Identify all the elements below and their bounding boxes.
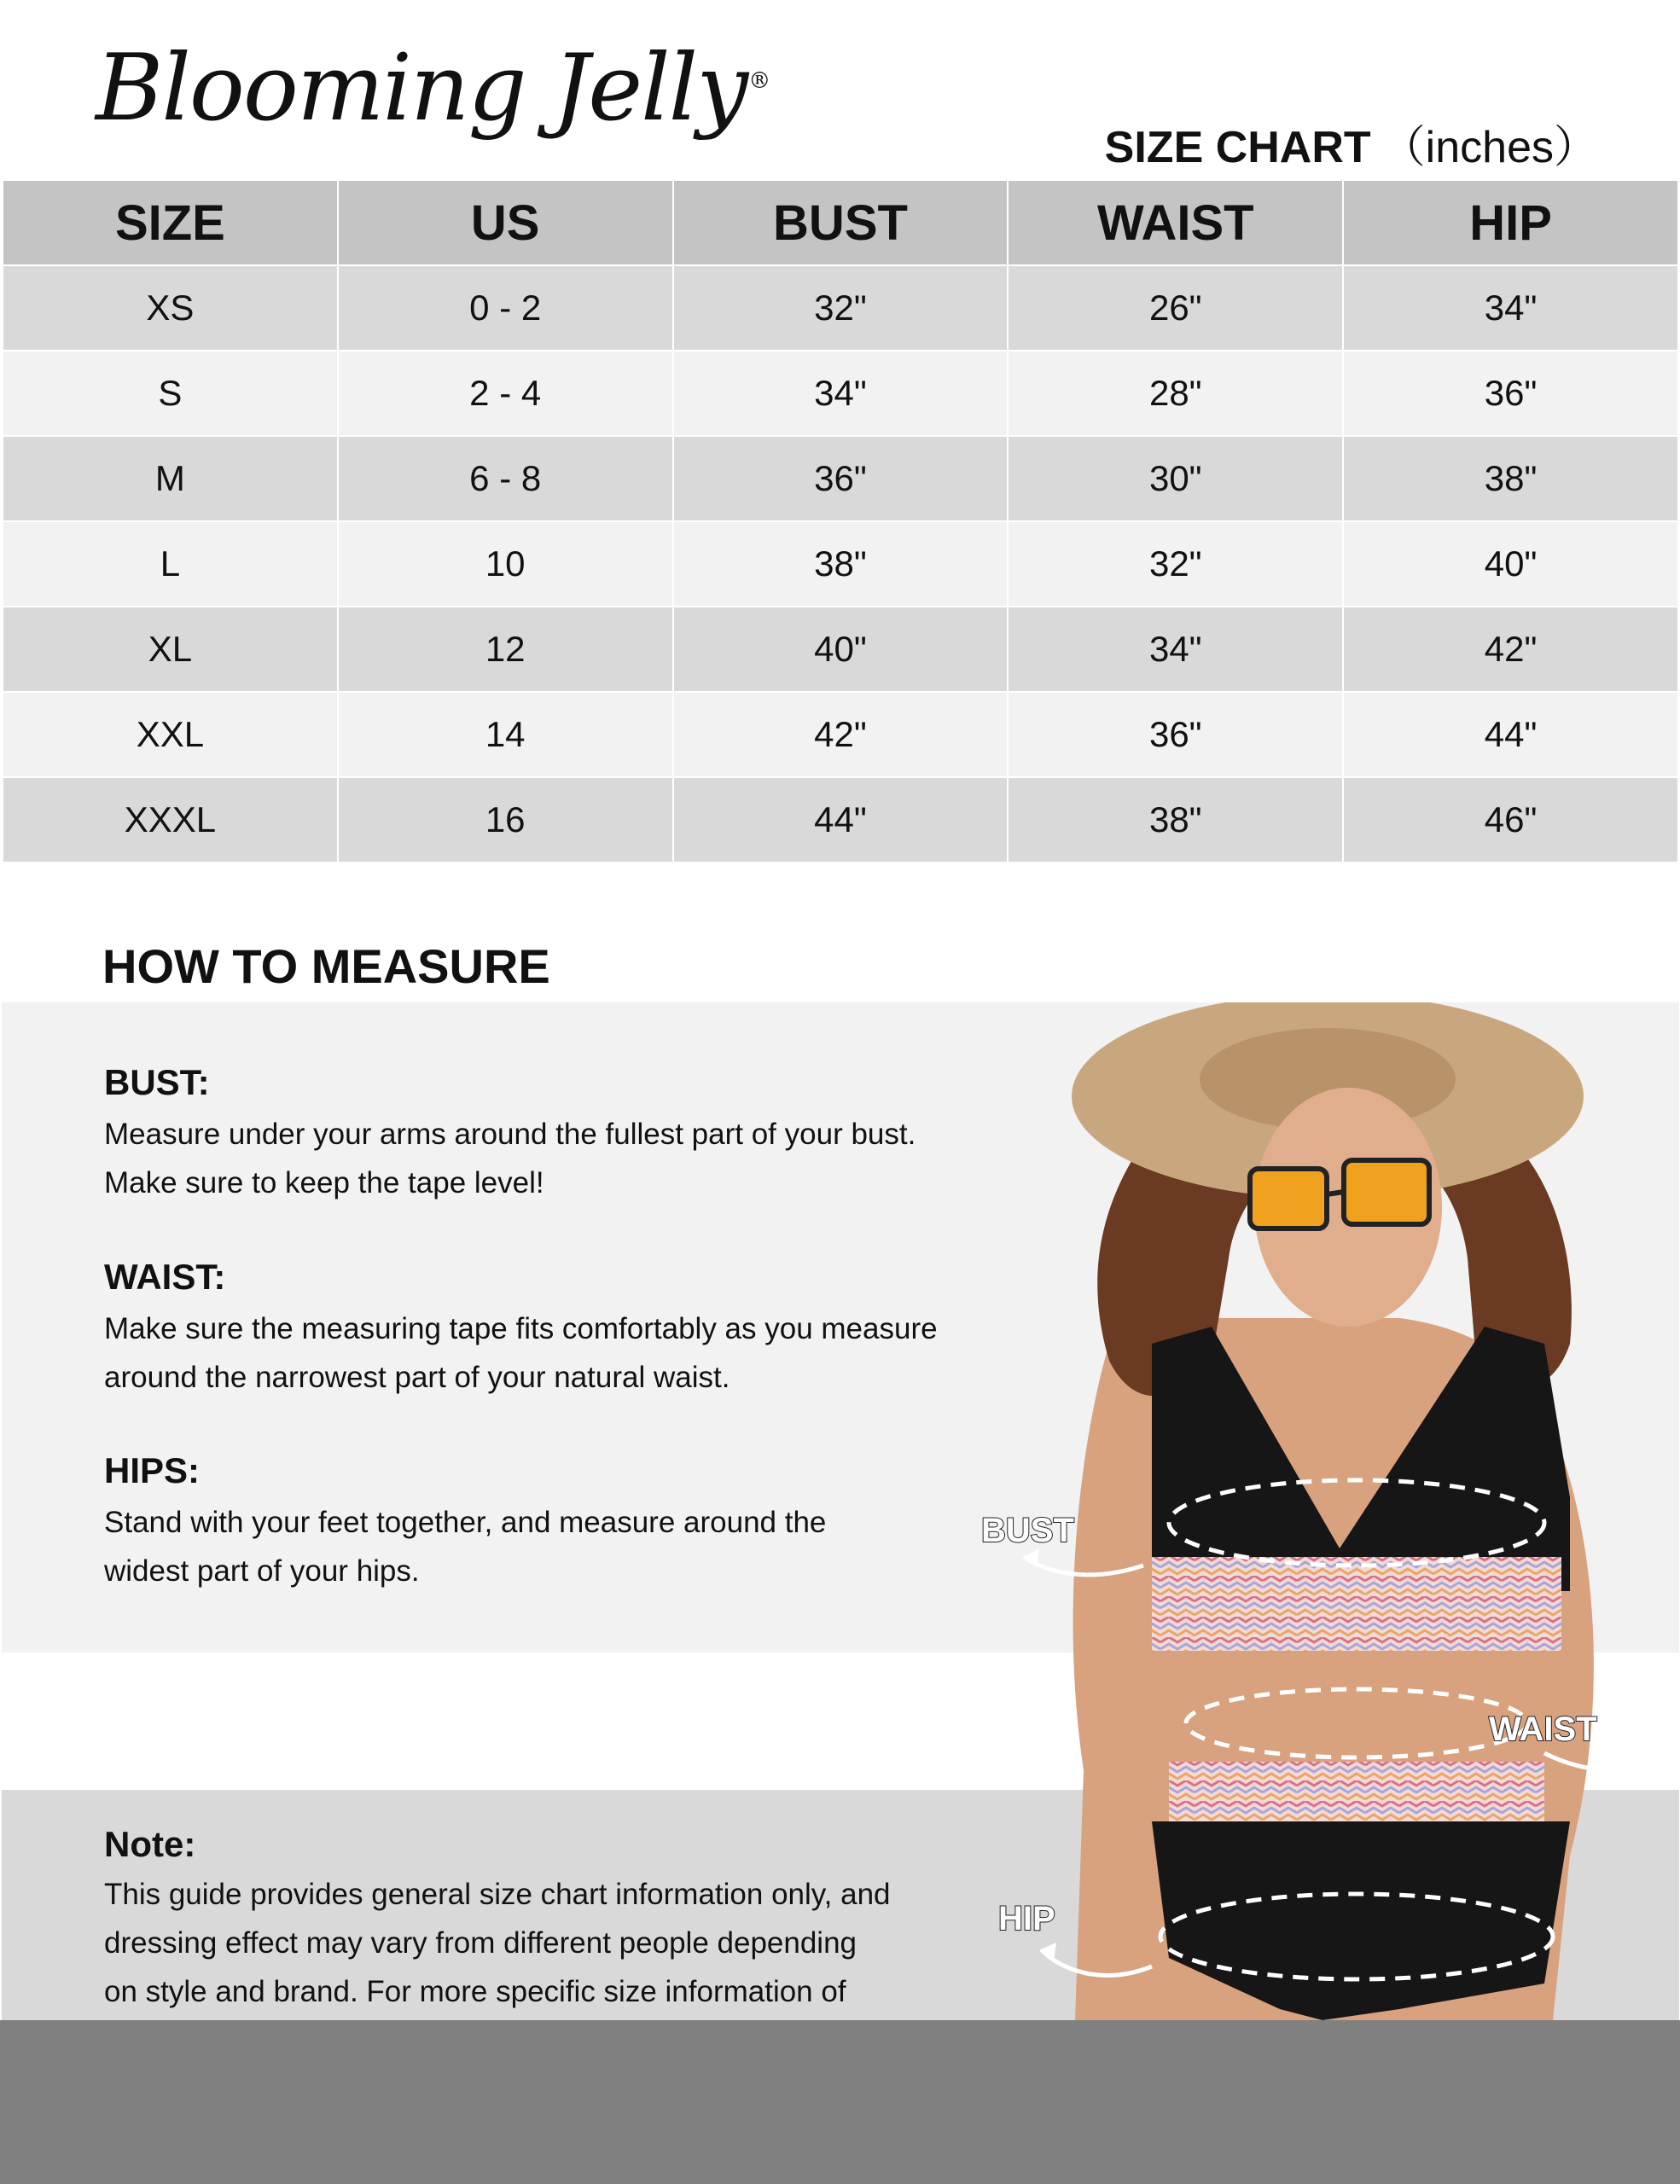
- cell-waist: 30": [1008, 436, 1343, 521]
- waist-line-2: around the narrowest part of your natural waist.: [104, 1361, 730, 1394]
- note-heading: Note:: [104, 1824, 196, 1864]
- table-row: [3, 607, 1678, 692]
- cell-us: 6 - 8: [338, 436, 673, 521]
- brand-logo-text: Blooming Jelly: [96, 35, 747, 142]
- waist-line-1: Make sure the measuring tape fits comfortably as you measure: [104, 1312, 938, 1345]
- cell-hip: 36": [1343, 351, 1678, 436]
- cell-us: 10: [338, 521, 673, 607]
- note-line-3: on style and brand. For more specific size information of: [104, 1975, 846, 2008]
- cell-size: XXL: [3, 692, 338, 777]
- size-chart-unit: （inches）: [1381, 123, 1598, 172]
- bust-instructions: [104, 1062, 974, 1207]
- footer-band: [0, 2020, 1680, 2184]
- table-row: [3, 265, 1678, 351]
- bust-line-1: Measure under your arms around the fullest part of your bust.: [104, 1118, 916, 1151]
- table-row: [3, 777, 1678, 863]
- note-line-1: This guide provides general size chart information only, and: [104, 1878, 891, 1911]
- cell-us: 16: [338, 777, 673, 863]
- cell-size: S: [3, 351, 338, 436]
- waist-heading: WAIST:: [104, 1257, 226, 1297]
- hip-label: HIP: [998, 1900, 1055, 1937]
- size-chart-title: [1105, 111, 1598, 175]
- how-to-measure-title: HOW TO MEASURE: [102, 939, 550, 993]
- cell-size: XXXL: [3, 777, 338, 863]
- cell-hip: 40": [1343, 521, 1678, 607]
- hips-heading: HIPS:: [104, 1450, 201, 1490]
- waist-label: WAIST: [1489, 1711, 1597, 1748]
- hips-line-2: widest part of your hips.: [104, 1554, 420, 1588]
- model-photo: [956, 1002, 1680, 2020]
- cell-size: L: [3, 521, 338, 607]
- cell-waist: 26": [1008, 265, 1343, 351]
- table-row: [3, 351, 1678, 436]
- cell-bust: 36": [673, 436, 1009, 521]
- cell-waist: 38": [1008, 777, 1343, 863]
- cell-bust: 38": [673, 521, 1009, 607]
- bottom-band: [1169, 1762, 1544, 1830]
- header-us: US: [338, 180, 673, 265]
- cell-hip: 44": [1343, 692, 1678, 777]
- cell-hip: 46": [1343, 777, 1678, 863]
- note-line-2: dressing effect may vary from different people depending: [104, 1926, 857, 1960]
- table-row: [3, 436, 1678, 521]
- waist-instructions: [104, 1257, 974, 1402]
- hips-line-1: Stand with your feet together, and measure around the: [104, 1506, 827, 1539]
- cell-hip: 38": [1343, 436, 1678, 521]
- hips-instructions: [104, 1450, 974, 1595]
- cell-size: M: [3, 436, 338, 521]
- cell-size: XL: [3, 607, 338, 692]
- cell-bust: 34": [673, 351, 1009, 436]
- cell-waist: 34": [1008, 607, 1343, 692]
- table-row: [3, 521, 1678, 607]
- bust-label: BUST: [981, 1512, 1074, 1549]
- cell-hip: 42": [1343, 607, 1678, 692]
- brand-logo: [96, 35, 770, 142]
- cell-bust: 42": [673, 692, 1009, 777]
- note-block: [104, 1824, 957, 2020]
- cell-us: 0 - 2: [338, 265, 673, 351]
- cell-bust: 44": [673, 777, 1009, 863]
- size-table: [2, 179, 1679, 863]
- registered-mark: ®: [748, 68, 770, 94]
- cell-waist: 32": [1008, 521, 1343, 607]
- cell-bust: 40": [673, 607, 1009, 692]
- table-row: [3, 692, 1678, 777]
- cell-us: 12: [338, 607, 673, 692]
- header-size: SIZE: [3, 180, 338, 265]
- bust-heading: BUST:: [104, 1062, 210, 1102]
- table-header-row: [3, 180, 1678, 265]
- cell-size: XS: [3, 265, 338, 351]
- cell-us: 14: [338, 692, 673, 777]
- size-chart-title-main: SIZE CHART: [1104, 123, 1371, 172]
- header-bust: BUST: [673, 180, 1009, 265]
- cell-hip: 34": [1343, 265, 1678, 351]
- cell-waist: 28": [1008, 351, 1343, 436]
- cell-waist: 36": [1008, 692, 1343, 777]
- header-hip: HIP: [1343, 180, 1678, 265]
- header-waist: WAIST: [1008, 180, 1343, 265]
- cell-us: 2 - 4: [338, 351, 673, 436]
- bust-line-2: Make sure to keep the tape level!: [104, 1166, 544, 1199]
- top-band: [1152, 1557, 1561, 1651]
- cell-bust: 32": [673, 265, 1009, 351]
